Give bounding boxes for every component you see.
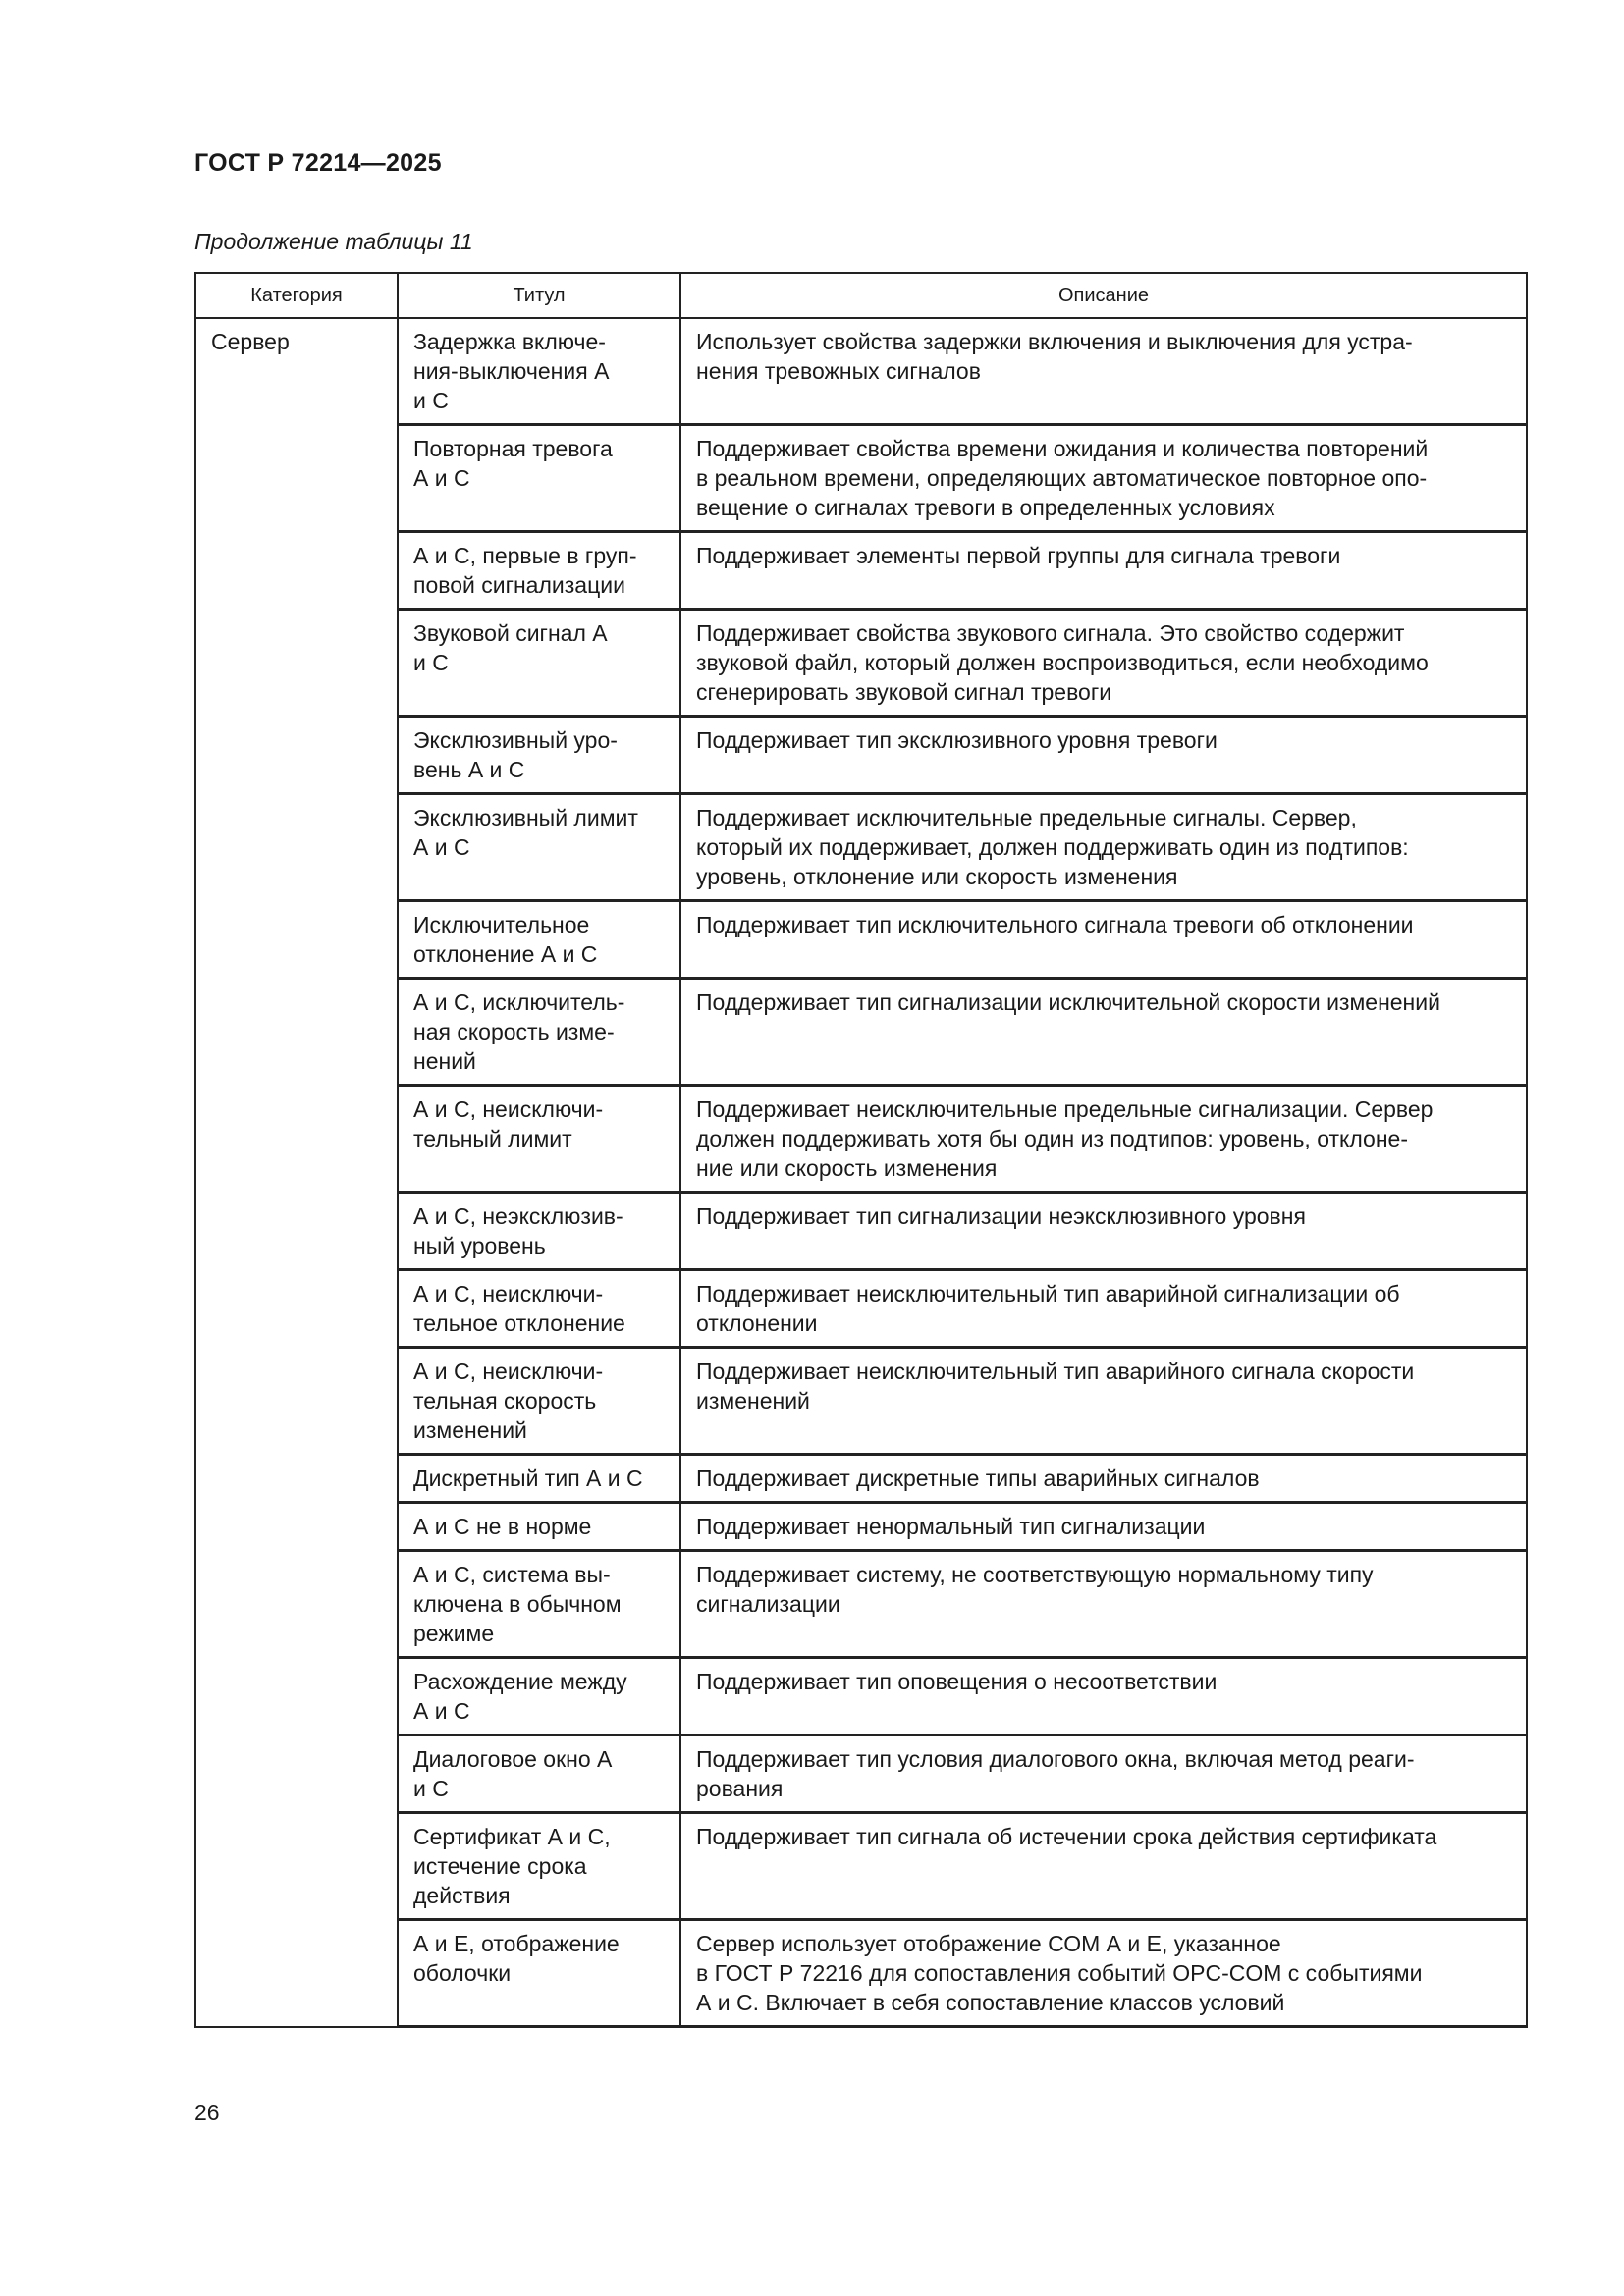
column-header-description: Описание <box>680 273 1527 318</box>
description-cell: Использует свойства задержки включения и выключения для устра- нения тревожных сигналов <box>680 318 1527 425</box>
description-cell: Поддерживает свойства звукового сигнала. Это свойство содержит звуковой файл, который должен воспроизводиться, если необходимо сгенерировать звуковой сигнал тревоги <box>680 610 1527 717</box>
column-header-category: Категория <box>195 273 398 318</box>
description-cell: Сервер использует отображение СОМ А и Е, указанное в ГОСТ Р 72216 для сопоставления событий OPC-COM с событиями А и С. Включает в себя сопоставление классов условий <box>680 1920 1527 2027</box>
title-cell: Дискретный тип А и С <box>398 1455 680 1503</box>
column-header-title: Титул <box>398 273 680 318</box>
title-cell: Эксклюзивный уро- вень А и С <box>398 717 680 794</box>
title-cell: А и С, неисключи- тельная скорость изменений <box>398 1348 680 1455</box>
description-cell: Поддерживает неисключительный тип аварийной сигнализации об отклонении <box>680 1270 1527 1348</box>
description-cell: Поддерживает дискретные типы аварийных сигналов <box>680 1455 1527 1503</box>
description-cell: Поддерживает свойства времени ожидания и количества повторений в реальном времени, определяющих автоматическое повторное опо- вещение о сигналах тревоги в определенных условиях <box>680 425 1527 532</box>
title-cell: А и Е, отображение оболочки <box>398 1920 680 2027</box>
title-cell: Эксклюзивный лимит А и С <box>398 794 680 901</box>
table-row <box>195 318 1527 425</box>
description-cell: Поддерживает тип условия диалогового окна, включая метод реаги- рования <box>680 1735 1527 1813</box>
title-cell: А и С не в норме <box>398 1503 680 1551</box>
description-cell: Поддерживает тип сигнализации неэксклюзивного уровня <box>680 1193 1527 1270</box>
table-header-row <box>195 273 1527 318</box>
title-cell: Повторная тревога А и С <box>398 425 680 532</box>
description-cell: Поддерживает тип исключительного сигнала тревоги об отклонении <box>680 901 1527 979</box>
description-cell: Поддерживает элементы первой группы для сигнала тревоги <box>680 532 1527 610</box>
description-cell: Поддерживает неисключительные предельные сигнализации. Сервер должен поддерживать хотя бы один из подтипов: уровень, отклоне- ние или скорость изменения <box>680 1086 1527 1193</box>
description-cell: Поддерживает тип сигнала об истечении срока действия сертификата <box>680 1813 1527 1920</box>
description-cell: Поддерживает систему, не соответствующую нормальному типу сигнализации <box>680 1551 1527 1658</box>
category-cell: Сервер <box>195 318 398 2027</box>
description-cell: Поддерживает тип сигнализации исключительной скорости изменений <box>680 979 1527 1086</box>
title-cell: А и С, неисключи- тельный лимит <box>398 1086 680 1193</box>
title-cell: А и С, система вы- ключена в обычном режиме <box>398 1551 680 1658</box>
title-cell: Сертификат А и С, истечение срока действия <box>398 1813 680 1920</box>
title-cell: Звуковой сигнал А и С <box>398 610 680 717</box>
description-cell: Поддерживает тип оповещения о несоответствии <box>680 1658 1527 1735</box>
title-cell: А и С, первые в груп- повой сигнализации <box>398 532 680 610</box>
title-cell: Исключительное отклонение А и С <box>398 901 680 979</box>
requirements-table <box>194 272 1528 2028</box>
description-cell: Поддерживает неисключительный тип аварийного сигнала скорости изменений <box>680 1348 1527 1455</box>
title-cell: А и С, неэксклюзив- ный уровень <box>398 1193 680 1270</box>
title-cell: А и С, неисключи- тельное отклонение <box>398 1270 680 1348</box>
description-cell: Поддерживает исключительные предельные сигналы. Сервер, который их поддерживает, должен поддерживать один из подтипов: уровень, отклонение или скорость изменения <box>680 794 1527 901</box>
description-cell: Поддерживает ненормальный тип сигнализации <box>680 1503 1527 1551</box>
title-cell: А и С, исключитель- ная скорость изме- нений <box>398 979 680 1086</box>
title-cell: Расхождение между А и С <box>398 1658 680 1735</box>
page-number: 26 <box>194 2100 220 2125</box>
title-cell: Диалоговое окно А и С <box>398 1735 680 1813</box>
title-cell: Задержка включе- ния-выключения А и С <box>398 318 680 425</box>
description-cell: Поддерживает тип эксклюзивного уровня тревоги <box>680 717 1527 794</box>
table-body <box>195 318 1527 2027</box>
table-caption: Продолжение таблицы 11 <box>194 229 473 254</box>
document-header: ГОСТ Р 72214—2025 <box>194 149 442 177</box>
